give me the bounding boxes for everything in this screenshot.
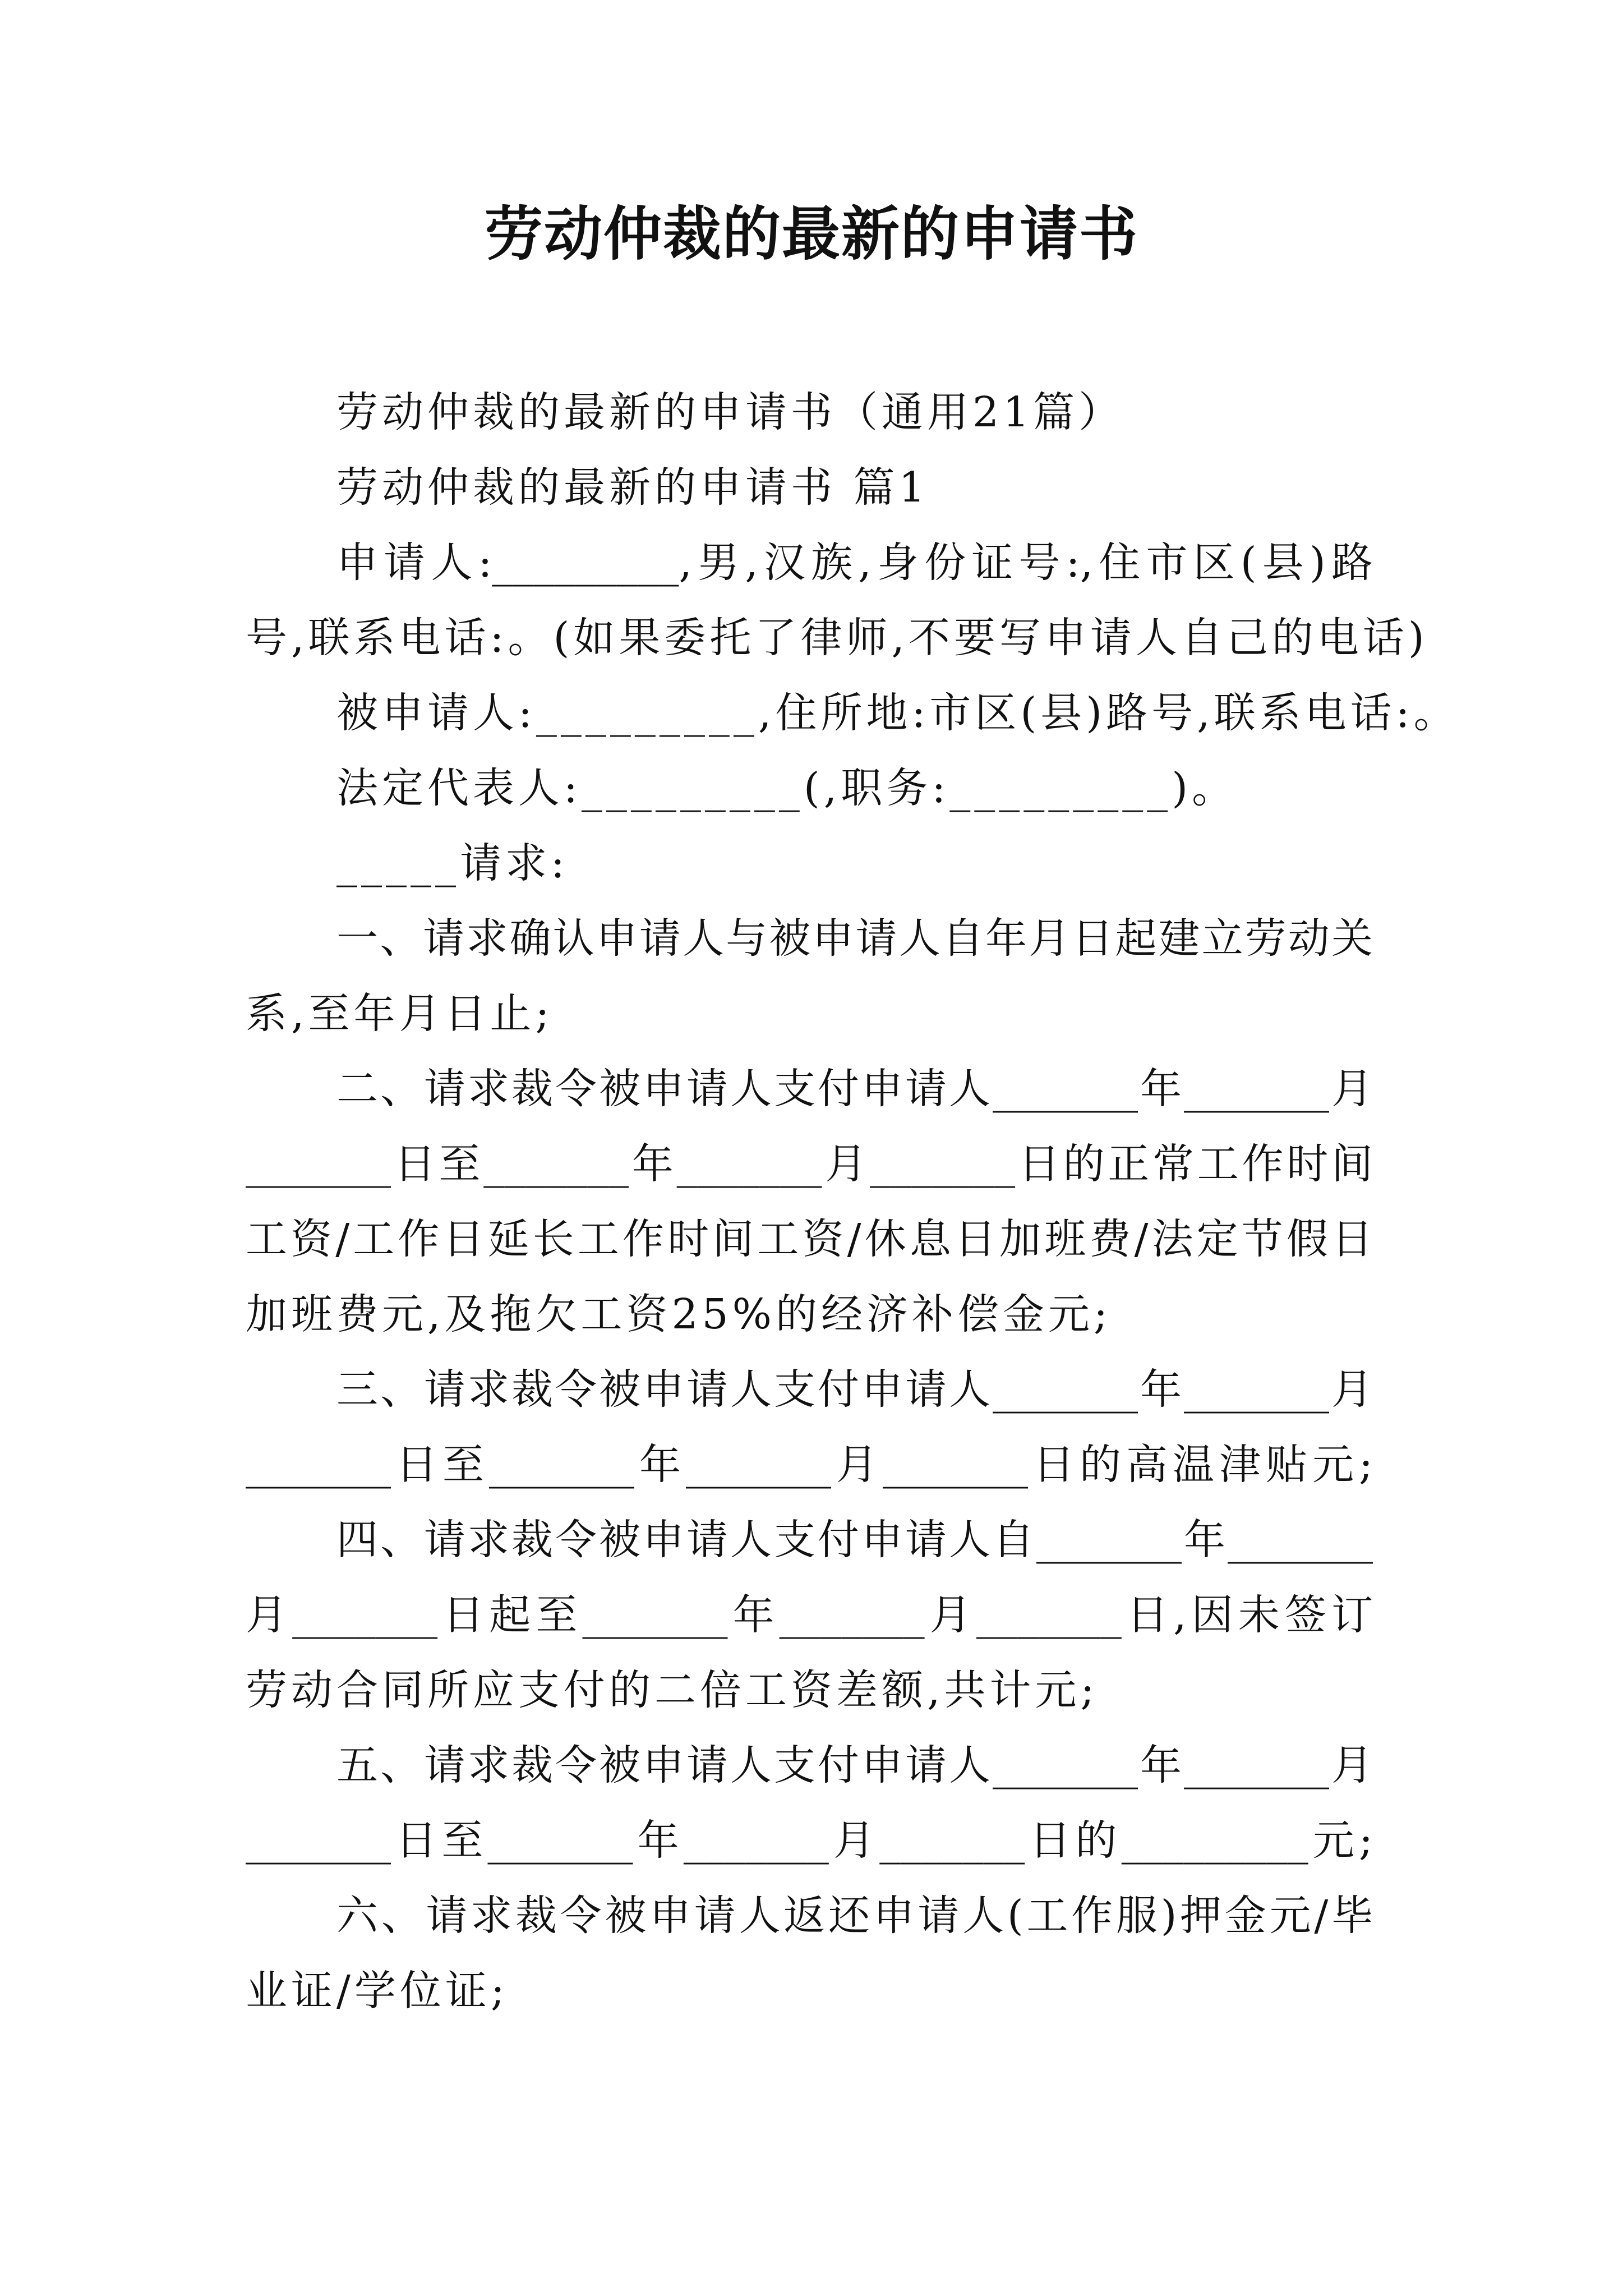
paragraph-line: 六、请求裁令被申请人返还申请人(工作服)押金元/毕 [336,1892,1373,1940]
paragraph-line: _______日至_______年_______月_______日的_________元; [246,1816,1373,1865]
section-heading: 劳动仲裁的最新的申请书 篇1 [336,463,929,512]
paragraph-line: 月_______日起至_______年_______月_______日,因未签订 [246,1591,1373,1639]
paragraph-line: 一、请求确认申请人与被申请人自年月日起建立劳动关 [336,914,1373,963]
paragraph-line: _____请求: [336,839,569,887]
paragraph-line: 法定代表人:_________(,职务:_________)。 [336,764,1238,812]
subtitle-line: 劳动仲裁的最新的申请书（通用21篇） [336,388,1124,436]
paragraph-line: _______日至_______年_______月_______日的高温津贴元; [246,1441,1373,1489]
paragraph-line: 被申请人:_________,住所地:市区(县)路号,联系电话:。 [336,689,1459,737]
paragraph-line: 加班费元,及拖欠工资25%的经济补偿金元; [246,1290,1112,1338]
paragraph-line: _______日至_______年_______月_______日的正常工作时间 [246,1140,1373,1188]
paragraph-line: 号,联系电话:。(如果委托了律师,不要写申请人自己的电话) [246,614,1428,662]
page-title: 劳动仲裁的最新的申请书 [484,199,1138,268]
paragraph-line: 业证/学位证; [246,1967,509,2015]
paragraph-line: 系,至年月日止; [246,990,554,1038]
paragraph-line: 四、请求裁令被申请人支付申请人自_______年_______ [336,1516,1373,1564]
paragraph-line: 申请人:_________,男,汉族,身份证号:,住市区(县)路 [336,539,1373,587]
paragraph-line: 二、请求裁令被申请人支付申请人_______年_______月 [336,1065,1373,1113]
paragraph-line: 三、请求裁令被申请人支付申请人_______年_______月 [336,1365,1373,1414]
paragraph-line: 工资/工作日延长工作时间工资/休息日加班费/法定节假日 [246,1215,1373,1263]
paragraph-line: 五、请求裁令被申请人支付申请人_______年_______月 [336,1741,1373,1789]
paragraph-line: 劳动合同所应支付的二倍工资差额,共计元; [246,1666,1099,1714]
